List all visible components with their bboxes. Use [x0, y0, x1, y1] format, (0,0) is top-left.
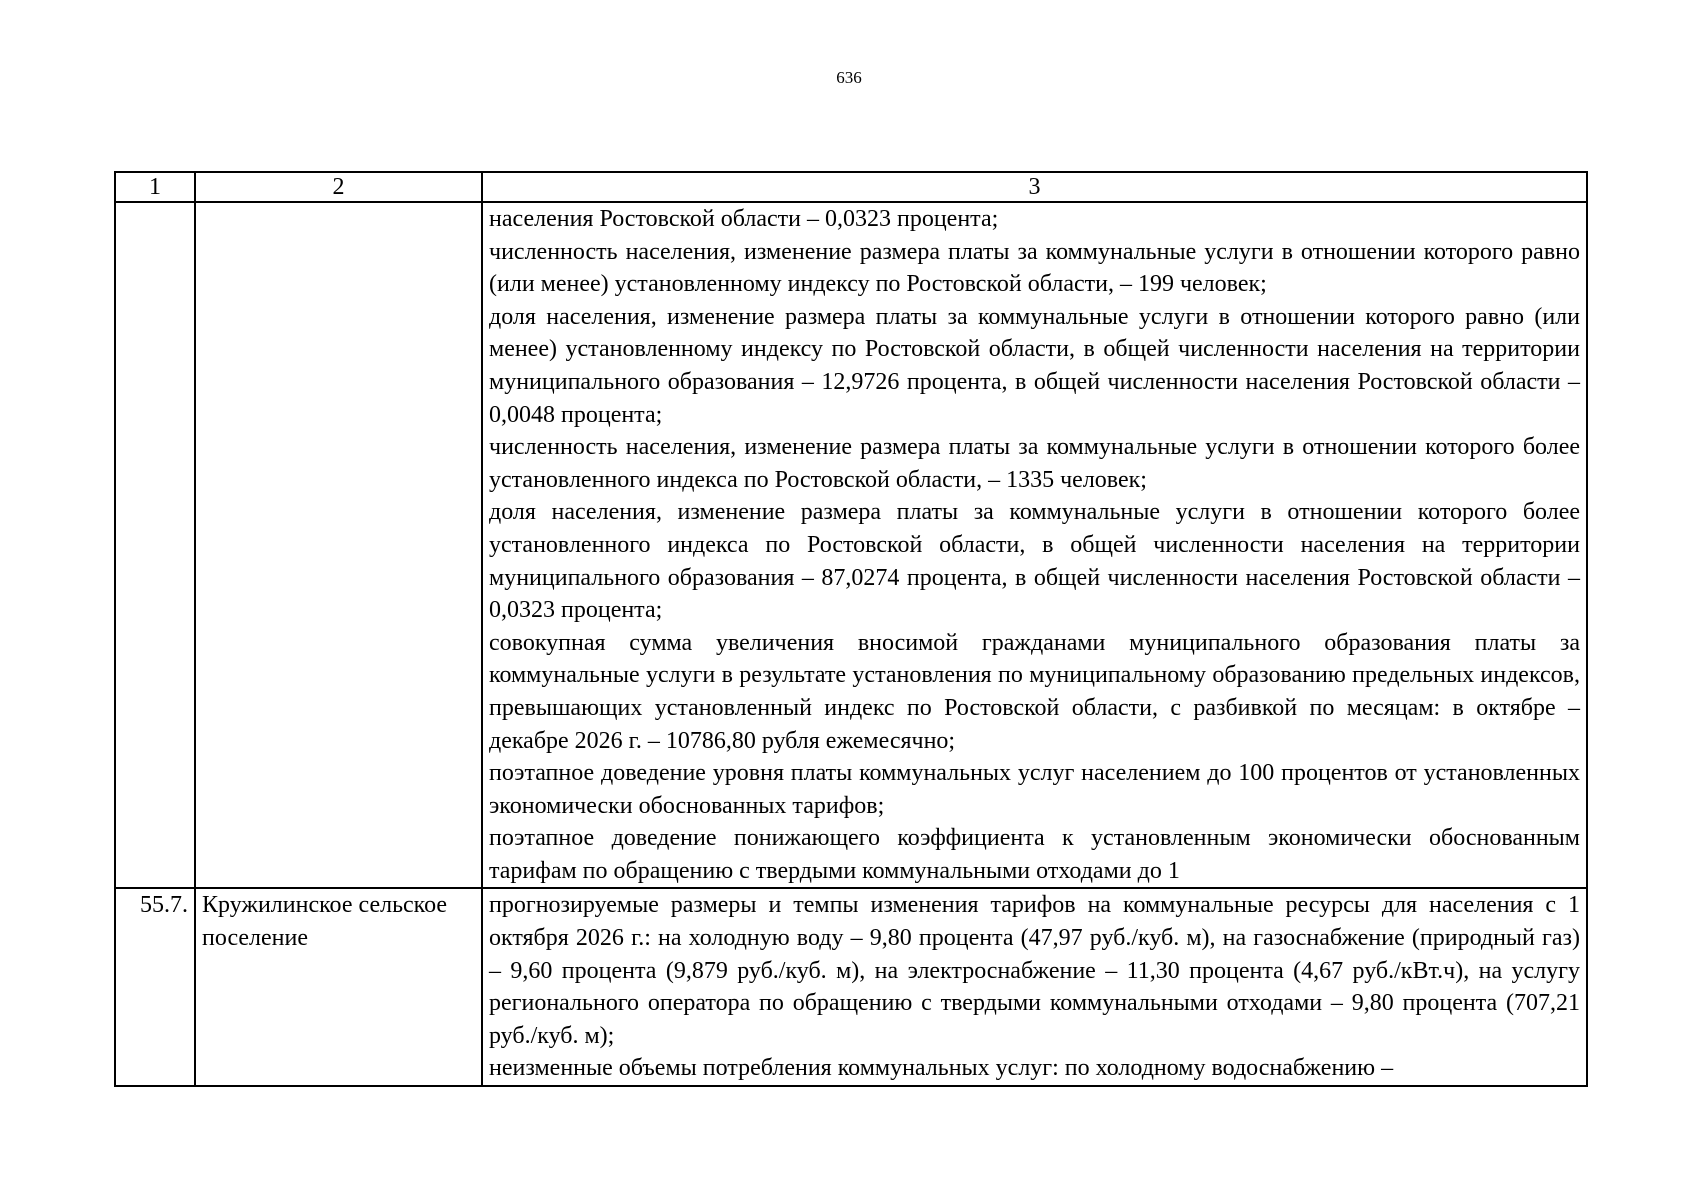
table-header-row — [115, 172, 1587, 202]
paragraph: численность населения, изменение размера платы за коммунальные услуги в отношении которого более установленного индекса по Ростовской области, – 1335 человек; — [489, 434, 1580, 493]
table-row — [115, 888, 1587, 1086]
description-cell — [482, 888, 1587, 1086]
settlement-name: Кружилинское сельское поселение — [195, 888, 482, 1086]
header-col-2: 2 — [195, 172, 482, 202]
table-row — [115, 202, 1587, 888]
document-table — [114, 171, 1588, 1087]
paragraph: населения Ростовской области – 0,0323 процента; — [489, 206, 999, 232]
settlement-name — [195, 202, 482, 888]
description-cell — [482, 202, 1587, 888]
paragraph: доля населения, изменение размера платы за коммунальные услуги в отношении которого равно (или менее) установленному индексу по Ростовской области, в общей численности населения на территории муниципального образования – 12,9726 процента, в общей численности населения Ростовской области – 0,0048 процента; — [489, 303, 1580, 428]
paragraph: прогнозируемые размеры и темпы изменения тарифов на коммунальные ресурсы для населения с 1 октября 2026 г.: на холодную воду – 9,80 процента (47,97 руб./куб. м), на газоснабжение (природный газ) – 9,60 процента (9,879 руб./куб. м), на электроснабжение – 11,30 процента (4,67 руб./кВт.ч), на услугу регионального оператора по обращению с твердыми коммунальными отходами – 9,80 процента (707,21 руб./куб. м); — [489, 892, 1580, 1049]
paragraph: совокупная сумма увеличения вносимой гражданами муниципального образования платы за коммунальные услуги в результате установления по муниципальному образованию предельных индексов, превышающих установленный индекс по Ростовской области, с разбивкой по месяцам: в октябре – декабре 2026 г. – 10786,80 рубля ежемесячно; — [489, 629, 1580, 754]
paragraph: поэтапное доведение понижающего коэффициента к установленным экономически обоснованным тарифам по обращению с твердыми коммунальными отходами до 1 — [489, 825, 1580, 884]
paragraph: доля населения, изменение размера платы за коммунальные услуги в отношении которого более установленного индекса по Ростовской области, в общей численности населения на территории муниципального образования – 87,0274 процента, в общей численности населения Ростовской области – 0,0323 процента; — [489, 499, 1580, 624]
page-number: 636 — [836, 68, 862, 87]
row-number — [115, 202, 195, 888]
header-col-3: 3 — [482, 172, 1587, 202]
header-col-1: 1 — [115, 172, 195, 202]
paragraph: неизменные объемы потребления коммунальных услуг: по холодному водоснабжению – — [489, 1055, 1394, 1082]
paragraph: поэтапное доведение уровня платы коммунальных услуг населением до 100 процентов от установленных экономически обоснованных тарифов; — [489, 760, 1580, 819]
row-number: 55.7. — [115, 888, 195, 1086]
paragraph: численность населения, изменение размера платы за коммунальные услуги в отношении которого равно (или менее) установленному индексу по Ростовской области, – 199 человек; — [489, 238, 1580, 298]
